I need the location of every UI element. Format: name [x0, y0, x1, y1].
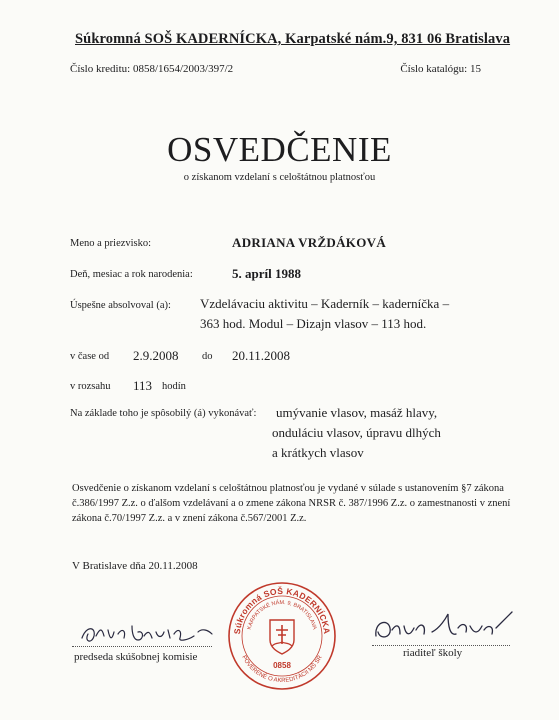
birth-value: 5. apríl 1988 [232, 266, 301, 281]
ability-label: Na základe toho je spôsobilý (á) vykonávať: [70, 408, 257, 419]
chairman-signature-line [72, 646, 212, 647]
coat-of-arms-icon [270, 620, 294, 654]
director-caption: riaditeľ školy [403, 647, 463, 659]
scope-label: v rozsahu [70, 381, 111, 392]
stamp-inner-text: KARPATSKÉ NÁM. 9, BRATISLAVA [246, 599, 318, 631]
credit-number: Číslo kreditu: 0858/1654/2003/397/2 [70, 63, 234, 75]
director-signature [370, 608, 520, 648]
legal-statement: Osvedčenie o získanom vzdelaní s celoštátnou platnosťou je vydané v súlade s ustanovením §7 zákona č.386/1997 Z.z. o ďalšom vzdelávaní a o zmene zákona NRSR č. 387/1996 Z.z. o zamestnanosti v znení zákona č.70/1997 Z.z. a v znení zákona č.567/2001 Z.z. [72, 483, 511, 525]
stamp-top-text: Súkromná SOŠ KADERNÍCKA [231, 585, 333, 635]
completed-value-line-1: Vzdelávaciu aktivitu – Kaderník – kaderníčka – [200, 296, 450, 311]
scope-value: 113 [133, 378, 153, 393]
time-from: 2.9.2008 [133, 348, 179, 363]
ability-value-line-1: umývanie vlasov, masáž hlavy, [276, 405, 438, 420]
school-stamp [226, 580, 338, 692]
place-and-date: V Bratislave dňa 20.11.2008 [72, 560, 198, 572]
completed-label: Úspešne absolvoval (a): [70, 300, 171, 311]
stamp-number: 0858 [273, 661, 291, 670]
chairman-signature [78, 618, 218, 648]
time-label: v čase od [70, 351, 110, 362]
ability-value-line-2: onduláciu vlasov, úpravu dlhých [272, 425, 441, 440]
completed-value-line-2: 363 hod. Modul – Dizajn vlasov – 113 hod. [200, 316, 427, 331]
chairman-caption: predseda skúšobnej komisie [74, 651, 198, 663]
director-signature-line [372, 645, 510, 646]
time-to: 20.11.2008 [232, 348, 291, 363]
name-value: ADRIANA VRŽDÁKOVÁ [232, 235, 387, 250]
school-header: Súkromná SOŠ KADERNÍCKA, Karpatské nám.9, 831 06 Bratislava [75, 31, 511, 47]
stamp-bottom-text: POVERENÉ O AKREDITÁCII MŠ SR [240, 654, 324, 685]
scope-unit: hodín [162, 381, 186, 392]
catalog-number: Číslo katalógu: 15 [400, 63, 481, 75]
document-subtitle: o získanom vzdelaní s celoštátnou platnosťou [183, 172, 376, 183]
time-to-label: do [202, 351, 213, 362]
document-title: OSVEDČENIE [167, 130, 392, 169]
ability-value-line-3: a krátkych vlasov [272, 445, 364, 460]
name-label: Meno a priezvisko: [70, 238, 152, 249]
birth-label: Deň, mesiac a rok narodenia: [70, 269, 193, 280]
